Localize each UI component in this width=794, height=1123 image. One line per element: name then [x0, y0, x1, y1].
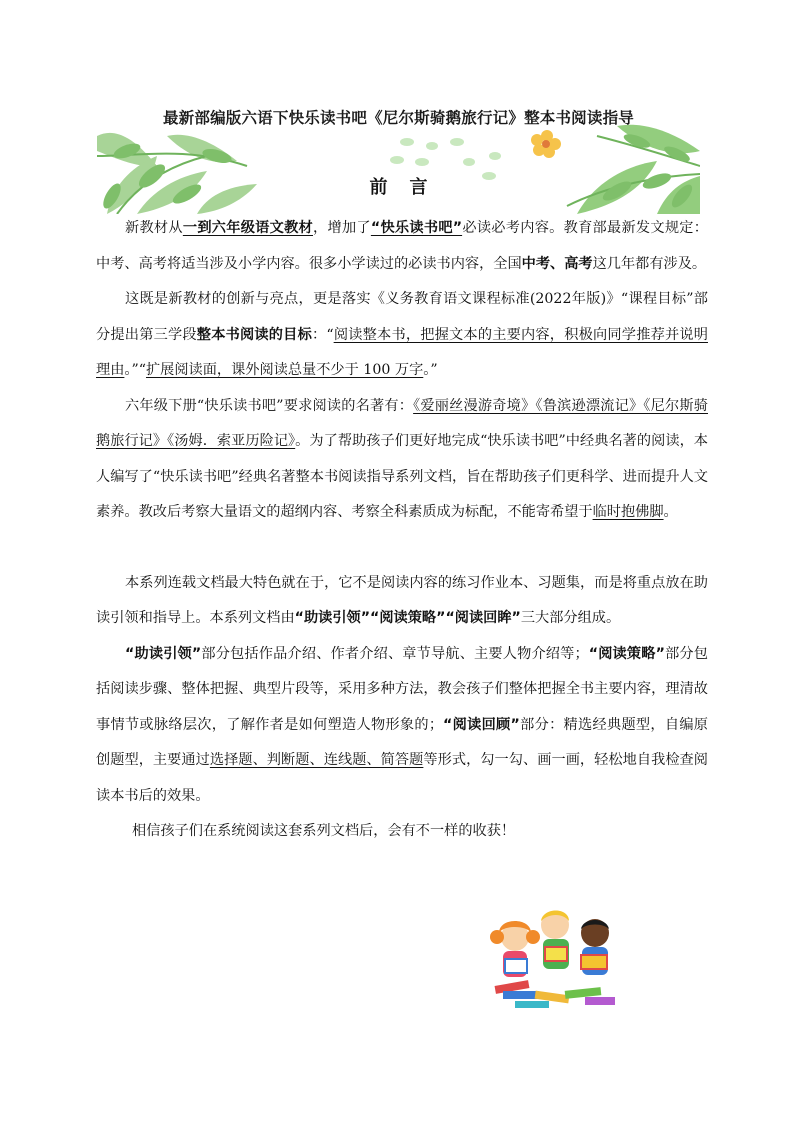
emphasis-text: “助读引领”	[125, 645, 202, 662]
emphasis-text: 整本书阅读的目标	[196, 326, 312, 343]
underlined-text: 阅读整本书，把握文本的主要内容，积极向同学推荐并说明理由	[96, 326, 708, 378]
paragraph	[96, 211, 708, 282]
text-run: 。”	[423, 362, 438, 378]
text-run: 这几年都有涉及。	[592, 255, 707, 272]
text-run: 这既是新教材的创新与亮点，更是落实《义务教育语文课程标准(2022年版)》“课程目标”部分提出第三学段	[96, 291, 708, 343]
header-banner	[97, 96, 700, 214]
underlined-text: 临时抱佛脚	[592, 504, 664, 520]
underlined-text: 选择题、判断题、连线题、简答题	[209, 752, 424, 768]
emphasis-text: 一到六年级语文教材	[182, 220, 314, 236]
document-body	[96, 211, 708, 850]
paragraph	[96, 637, 708, 815]
text-run: 部分：精选经典题型，自编原创题型，主要通过	[96, 716, 708, 768]
paragraph	[96, 282, 708, 389]
emphasis-text: “阅读策略”	[588, 645, 665, 662]
text-run: 三大部分组成。	[520, 610, 621, 626]
section-heading: 前言	[369, 177, 450, 198]
text-run: ：“	[311, 326, 334, 343]
text-run: 等形式，勾一勾、画一画，轻松地自我检查阅读本书后的效果。	[96, 752, 708, 804]
text-run: 本系列连载文档最大特色就在于，它不是阅读内容的练习作业本、习题集，而是将重点放在助读引领和指导上。本系列文档由	[96, 574, 708, 626]
text-run: 六年级下册“快乐读书吧”要求阅读的名著有：	[125, 397, 414, 414]
emphasis-text: 中考、高考	[521, 255, 593, 272]
underlined-text: 扩展阅读面，课外阅读总量不少于 100 万字	[145, 362, 424, 378]
paragraph	[96, 814, 708, 850]
emphasis-text: “阅读回顾”	[443, 716, 520, 733]
text-run: 新教材从	[125, 220, 183, 236]
text-run: 。	[663, 504, 678, 520]
text-run: 必读必考内容。教育部最新发文规定：中考、高考将适当涉及小学内容。很多小学读过的必读书内容，全国	[96, 220, 708, 272]
document-title: 最新部编版六语下快乐读书吧《尼尔斯骑鹅旅行记》整本书阅读指导	[162, 109, 634, 127]
emphasis-text: “助读引领”“阅读策略”“阅读回眸”	[294, 610, 521, 626]
emphasis-text: “快乐读书吧”	[370, 220, 463, 236]
paragraph	[96, 389, 708, 531]
underlined-text: 《爱丽丝漫游奇境》《鲁滨逊漂流记》《尼尔斯骑鹅旅行记》《汤姆．索亚历险记》	[96, 397, 708, 449]
text-run: 部分包括阅读步骤、整体把握、典型片段等，采用多种方法，教会孩子们整体把握全书主要内容，理清故事情节或脉络层次，了解作者是如何塑造人物形象的；	[96, 645, 708, 733]
paragraph	[96, 566, 708, 637]
blank-line	[96, 531, 708, 566]
text-run: 。为了帮助孩子们更好地完成“快乐读书吧”中经典名著的阅读，本人编写了“快乐读书吧”经典名著整本书阅读指导系列文档，旨在帮助孩子们更科学、进而提升人文素养。教改后考察大量语文的超纲内容、考察全科素质成为标配，不能寄希望于	[96, 433, 708, 520]
text-run: ，增加了	[313, 220, 371, 236]
text-run: 。”“	[124, 362, 146, 378]
reading-children-illustration	[485, 903, 625, 1017]
text-run: 部分包括作品介绍、作者介绍、章节导航、主要人物介绍等；	[201, 645, 589, 662]
text-run: 相信孩子们在系统阅读这套系列文档后，会有不一样的收获！	[132, 823, 516, 839]
